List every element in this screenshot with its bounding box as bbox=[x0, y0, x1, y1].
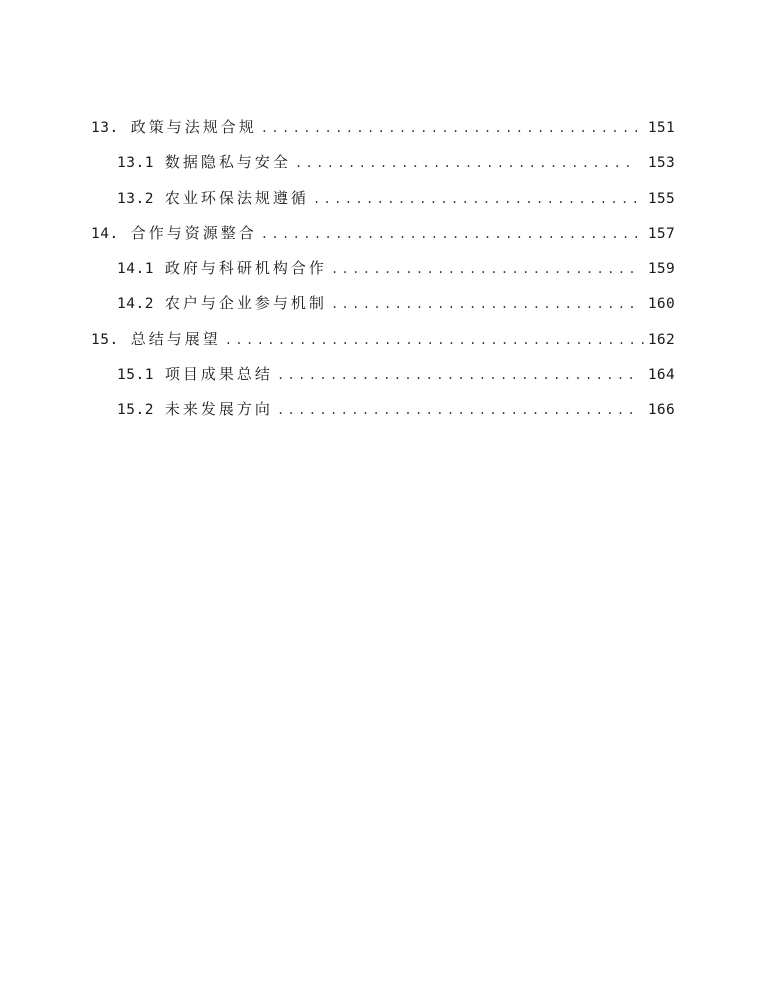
toc-entry-14[interactable] bbox=[91, 216, 675, 251]
toc-dot-leader bbox=[331, 287, 636, 322]
toc-dot-leader bbox=[331, 252, 636, 287]
toc-entry-title: 数据隐私与安全 bbox=[164, 153, 291, 172]
toc-entry-page: 155 bbox=[647, 190, 675, 207]
toc-dot-leader bbox=[261, 111, 646, 146]
toc-dot-leader bbox=[261, 217, 646, 252]
toc-entry-page: 159 bbox=[647, 261, 675, 278]
toc-entry-title: 农户与企业参与机制 bbox=[164, 294, 327, 313]
toc-dot-leader bbox=[225, 323, 646, 358]
toc-entry-title: 合作与资源整合 bbox=[130, 223, 257, 242]
toc-entry-title: 项目成果总结 bbox=[164, 365, 273, 384]
toc-entry-page: 157 bbox=[647, 225, 675, 242]
toc-entry-page: 166 bbox=[647, 402, 675, 419]
toc-entry-title: 总结与展望 bbox=[130, 329, 221, 348]
toc-entry-page: 164 bbox=[647, 367, 675, 384]
toc-entry-number: 14.2 bbox=[117, 296, 154, 313]
toc-entry-page: 151 bbox=[647, 120, 675, 136]
toc-entry-number: 13. bbox=[91, 120, 119, 136]
toc-dot-leader bbox=[313, 182, 636, 217]
toc-entry-13[interactable] bbox=[91, 110, 675, 145]
toc-entry-number: 15.2 bbox=[117, 402, 154, 419]
toc-entry-title: 政府与科研机构合作 bbox=[164, 259, 327, 278]
toc-entry-15-1[interactable] bbox=[91, 357, 675, 392]
toc-dot-leader bbox=[295, 146, 636, 181]
toc-dot-leader bbox=[277, 393, 636, 428]
toc-entry-number: 13.2 bbox=[117, 190, 154, 207]
table-of-contents bbox=[91, 110, 675, 428]
toc-entry-page: 162 bbox=[647, 331, 675, 348]
toc-entry-15[interactable] bbox=[91, 322, 675, 357]
toc-entry-page: 153 bbox=[647, 155, 675, 172]
toc-entry-15-2[interactable] bbox=[91, 392, 675, 427]
toc-entry-number: 15.1 bbox=[117, 367, 154, 384]
toc-entry-13-2[interactable] bbox=[91, 181, 675, 216]
toc-entry-title: 未来发展方向 bbox=[164, 400, 273, 419]
toc-entry-number: 13.1 bbox=[117, 155, 154, 172]
toc-entry-title: 农业环保法规遵循 bbox=[164, 188, 309, 207]
toc-entry-14-1[interactable] bbox=[91, 251, 675, 286]
toc-dot-leader bbox=[277, 358, 636, 393]
toc-entry-number: 14. bbox=[91, 225, 119, 242]
toc-entry-page: 160 bbox=[647, 296, 675, 313]
toc-entry-number: 15. bbox=[91, 331, 119, 348]
toc-entry-14-2[interactable] bbox=[91, 286, 675, 321]
toc-entry-13-1[interactable] bbox=[91, 145, 675, 180]
toc-entry-number: 14.1 bbox=[117, 261, 154, 278]
toc-entry-title: 政策与法规合规 bbox=[130, 118, 257, 136]
